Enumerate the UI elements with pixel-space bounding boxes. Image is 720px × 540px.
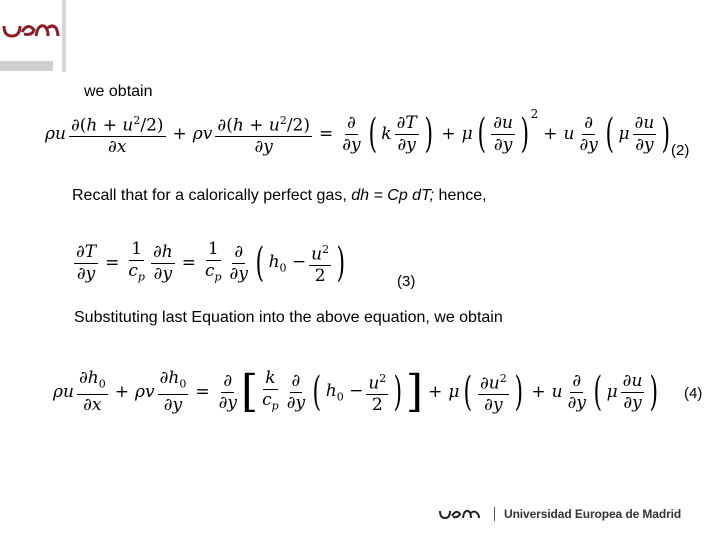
- equation-3: $\frac{\partial T}{\partial y}$ = $\frac{1}{c_p}$ $\frac{\partial h}{\partial y}$ = $\frac{1}{c_p}$ $\frac{\partial}{\partial y}$ ( $h_0$ − $\frac{u^2}{2}$ ): [76, 238, 346, 287]
- recall-suffix: hence,: [434, 187, 487, 204]
- uem-logo-icon: [0, 0, 62, 60]
- equation-4-number: (4): [684, 385, 703, 402]
- recall-text: [72, 186, 487, 206]
- equation-2: ρu $\frac{\partial(h + u^2/2)}{\partial x}$ + ρv $\frac{\partial(h + u^2/2)}{\partial y}$ = $\frac{\partial}{\partial y}$ ( k $\frac{\partial T}{\partial y}$ ) + μ ( $\frac{\partial u}{\partial y}$ ) 2 + u $\frac{\partial}{\partial y}$ ( μ $\frac{\partial u}{\partial y}$ ): [45, 107, 671, 158]
- substituting-text: Substituting last Equation into the above equation, we obtain: [74, 309, 503, 326]
- equation-4: ρu $\frac{\partial h_0}{\partial x}$ + ρv $\frac{\partial h_0}{\partial y}$ = $\frac{\partial}{\partial y}$ [ $\frac{k}{c_p}$ $\frac{\partial}{\partial y}$ ( $h_0$ − $\frac{u^2}{2}$ ) ] + μ ( $\frac{\partial u^2}{\partial y}$ ) + u $\frac{\partial}{\partial y}$ ( μ $\frac{\partial u}{\partial y}$ ): [53, 366, 659, 417]
- footer-branding: [438, 505, 681, 523]
- uem-footer-logo-icon: [438, 507, 486, 521]
- intro-text: we obtain: [84, 83, 153, 100]
- recall-prefix: Recall that for a calorically perfect gas,: [72, 187, 352, 204]
- equation-3-number: (3): [397, 273, 416, 290]
- footer-institution-name: Universidad Europea de Madrid: [504, 507, 682, 521]
- corner-accent-bar: [0, 61, 53, 71]
- equation-2-number: (2): [671, 142, 690, 159]
- recall-formula: dh = Cp dT;: [351, 187, 435, 204]
- corner-vertical-rule: [62, 0, 66, 72]
- footer-separator: [494, 507, 495, 521]
